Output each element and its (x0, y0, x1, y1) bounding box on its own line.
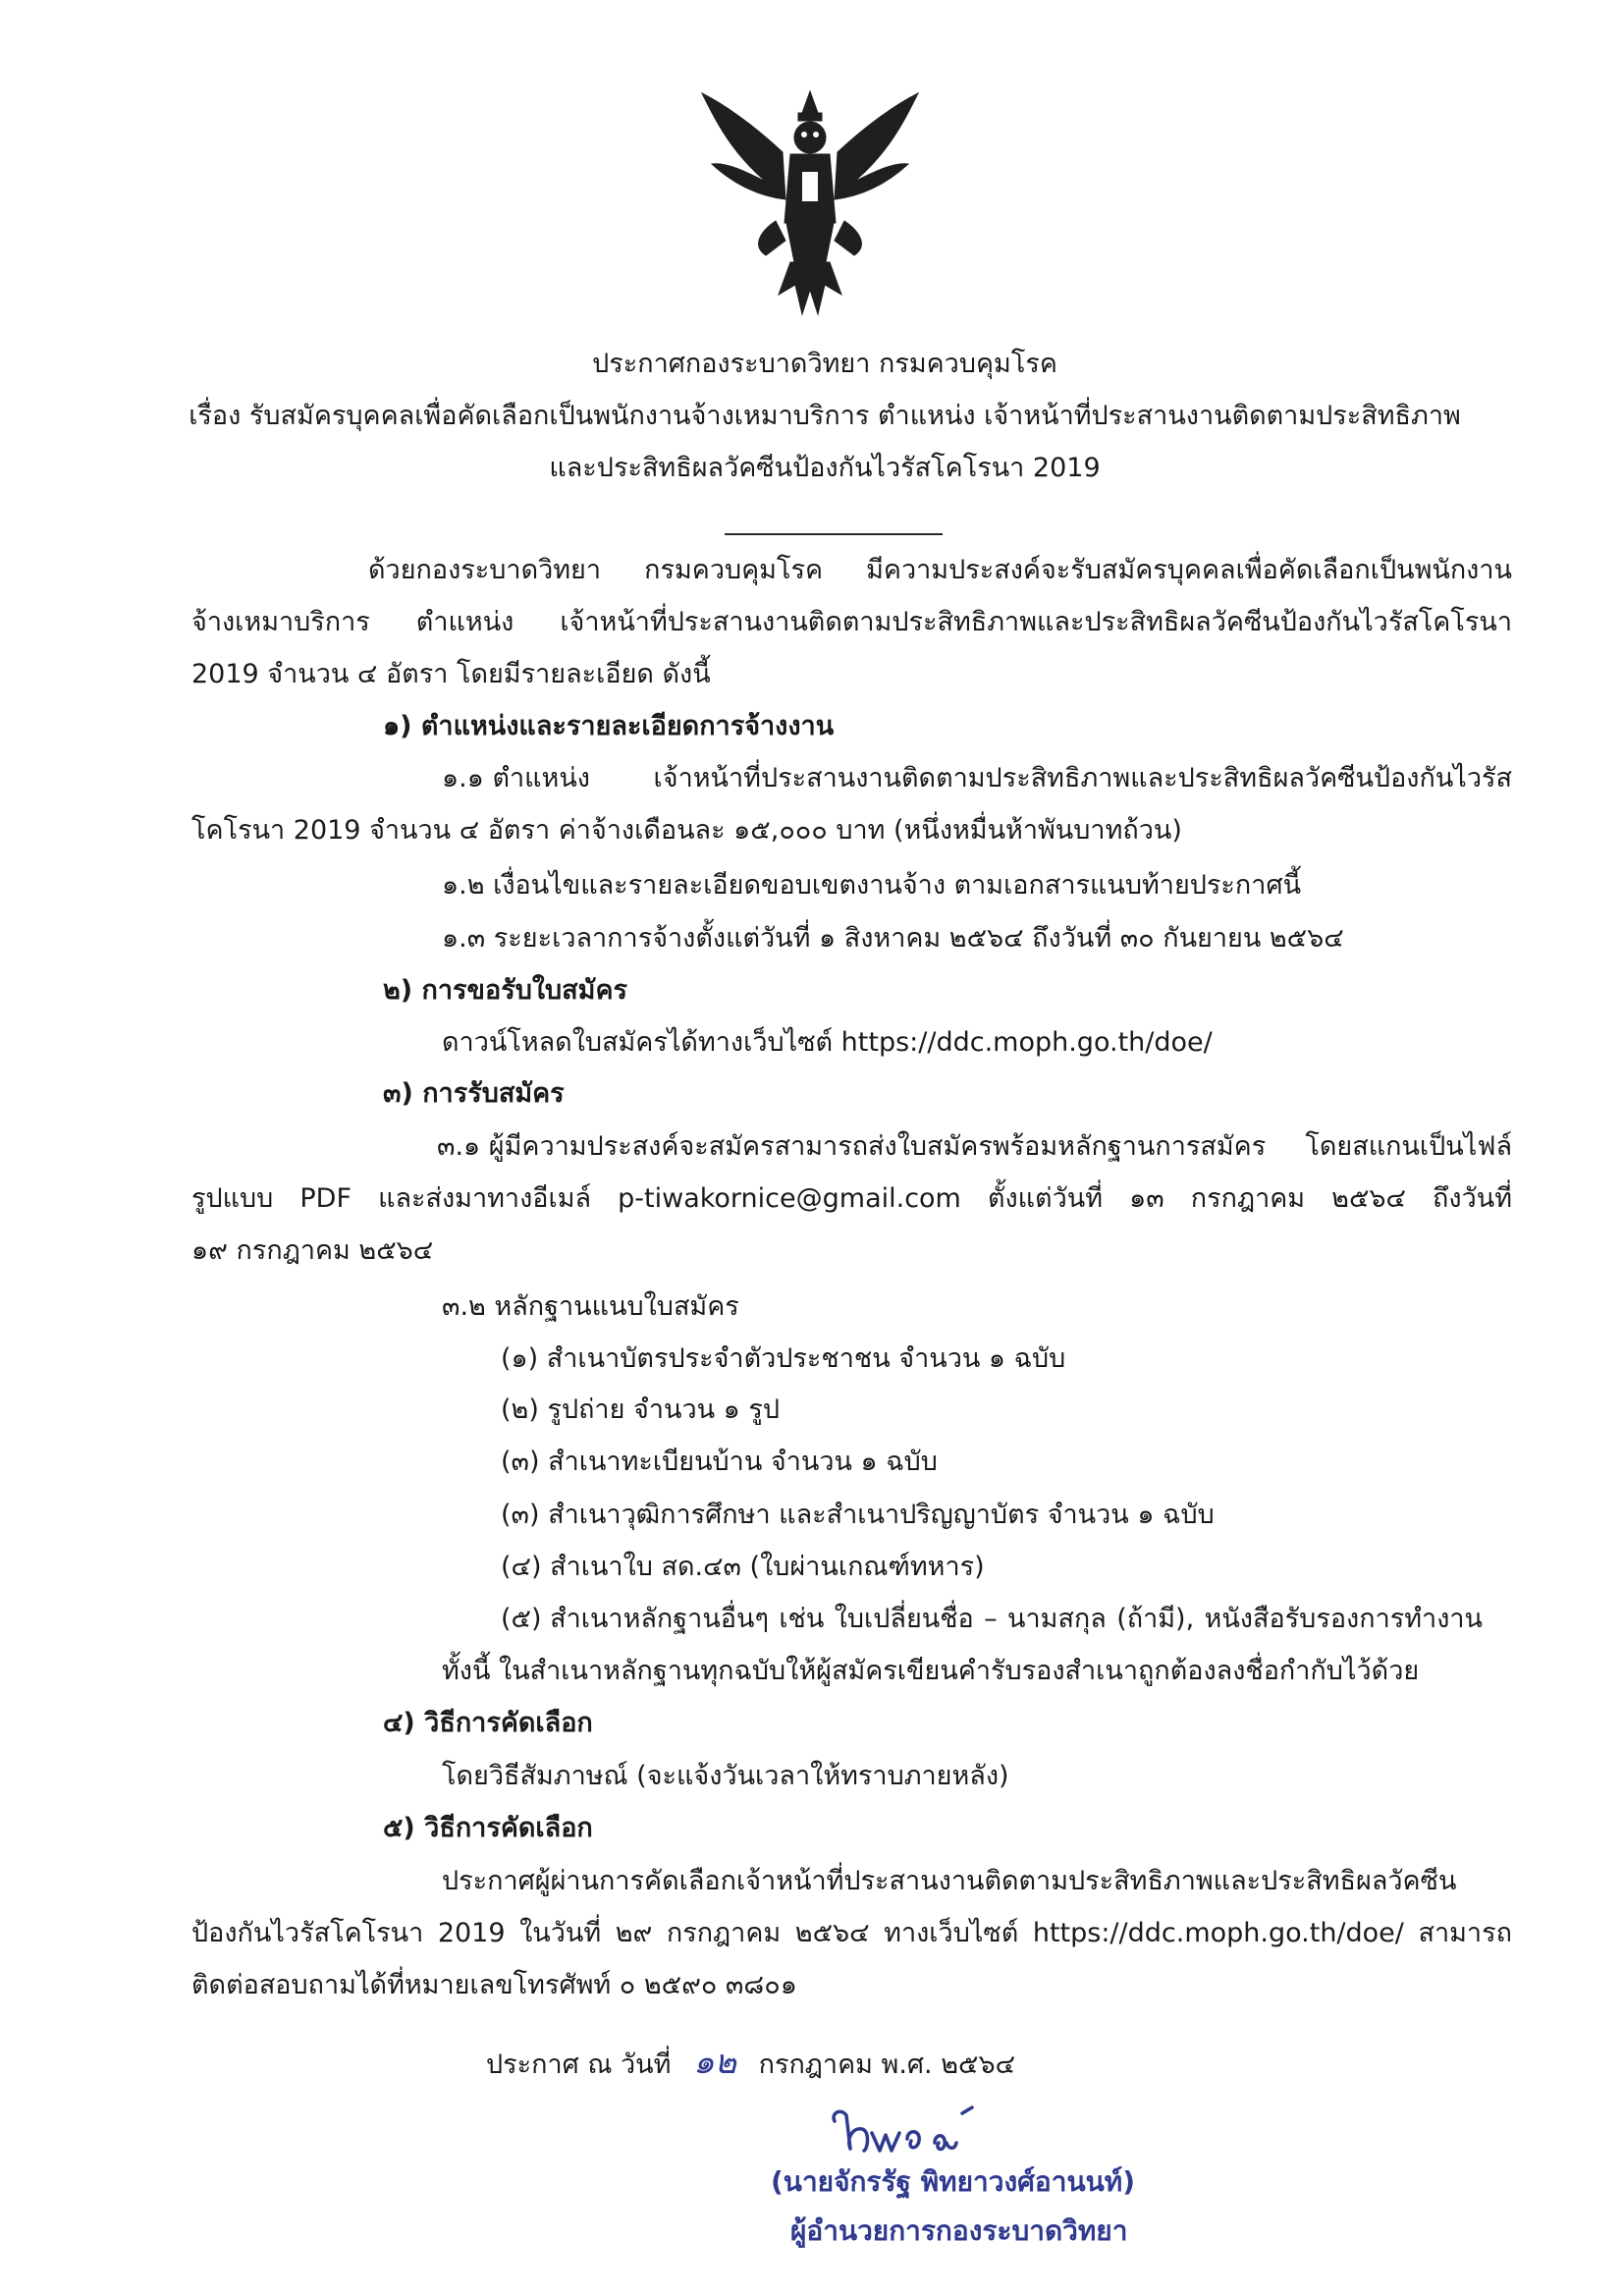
signer-position: ผู้อำนวยการกองระบาดวิทยา (790, 2214, 1128, 2247)
item-3-1-line-3: ๑๙ กรกฎาคม ๒๕๖๔ (191, 1235, 434, 1266)
item-3-1-word: กรกฎาคม (1190, 1183, 1306, 1214)
document-item: (๒) รูปถ่าย จำนวน ๑ รูป (501, 1394, 781, 1425)
intro-word: เจ้าหน้าที่ประสานงานติดตามประสิทธิภาพและประสิทธิผลวัคซีนป้องกันไวรัสโคโรนา (560, 607, 1512, 637)
item-3-1-word: ๒๕๖๔ (1331, 1183, 1406, 1214)
intro-word: กรมควบคุมโรค (644, 555, 824, 585)
item-3-1-text: โดยสแกนเป็นไฟล์ (1305, 1131, 1512, 1162)
item-3-1-line-1 (437, 1131, 1512, 1163)
item-3-1-word: ถึงวันที่ (1433, 1183, 1512, 1214)
date-suffix: กรกฎาคม พ.ศ. ๒๕๖๔ (758, 2050, 1016, 2080)
document-item: (๓) สำเนาวุฒิการศึกษา และสำเนาปริญญาบัตร จำนวน ๑ ฉบับ (501, 1500, 1215, 1530)
doc5-word: – (984, 1604, 998, 1634)
doc5-word: หนังสือรับรองการทำงาน (1204, 1604, 1483, 1634)
subject-line-continued (147, 453, 1502, 484)
results-line-1: ประกาศผู้ผ่านการคัดเลือกเจ้าหน้าที่ประสานงานติดตามประสิทธิภาพและประสิทธิผลวัคซีน (442, 1866, 1457, 1896)
selection-method: โดยวิธีสัมภาษณ์ (จะแจ้งวันเวลาให้ทราบภายหลัง) (442, 1761, 1009, 1791)
heading-line-1: ประกาศกองระบาดวิทยา กรมควบคุมโรค (592, 349, 1057, 379)
document-item-5 (501, 1604, 1483, 1635)
intro-word: จ้างเหมาบริการ (191, 607, 370, 637)
item-1-2: ๑.๒ เงื่อนไขและรายละเอียดขอบเขตงานจ้าง ตามเอกสารแนบท้ายประกาศนี้ (442, 870, 1302, 901)
document-item: (๑) สำเนาบัตรประจำตัวประชาชน จำนวน ๑ ฉบับ (501, 1343, 1066, 1374)
garuda-emblem (692, 83, 928, 324)
document-item: (๔) สำเนาใบ สด.๔๓ (ใบผ่านเกณฑ์ทหาร) (501, 1552, 985, 1582)
results-line-2 (191, 1918, 1512, 1949)
intro-line-1 (368, 555, 1512, 586)
heading-line-3: และประสิทธิผลวัคซีนป้องกันไวรัสโคโรนา 2019 (549, 453, 1101, 483)
item-1-1-line-2: โคโรนา 2019 จำนวน ๔ อัตรา ค่าจ้างเดือนละ ๑๕,๐๐๐ บาท (หนึ่งหมื่นห้าพันบาทถ้วน) (191, 815, 1182, 846)
intro-line-3: 2019 จำนวน ๔ อัตรา โดยมีรายละเอียด ดังนี้ (191, 659, 711, 689)
website-url: https://ddc.moph.go.th/doe/ (1032, 1918, 1404, 1948)
doc5-word: นามสกุล (1007, 1604, 1107, 1634)
contact-phone: ติดต่อสอบถามได้ที่หมายเลขโทรศัพท์ ๐ ๒๕๙๐ ๓๘๐๑ (191, 1970, 797, 2000)
results-word: ๒๙ (615, 1918, 653, 1948)
item-1-1-line-1 (442, 763, 1512, 794)
item-3-1-word: ตั้งแต่วันที่ (987, 1183, 1104, 1214)
results-word: สามารถ (1418, 1918, 1512, 1948)
email-address: p-tiwakornice@gmail.com (618, 1183, 961, 1214)
doc5-word: ใบเปลี่ยนชื่อ (834, 1604, 974, 1634)
results-word: ในวันที่ (519, 1918, 602, 1948)
item-3-1-word: PDF (299, 1183, 352, 1214)
section-5-title: ๕) วิธีการคัดเลือก (383, 1813, 593, 1843)
section-1-title: ๑) ตำแหน่งและรายละเอียดการจ้างงาน (383, 711, 835, 741)
item-1-1-text: เจ้าหน้าที่ประสานงานติดตามประสิทธิภาพและประสิทธิผลวัคซีนป้องกันไวรัส (653, 763, 1512, 793)
item-3-1-text: ๓.๑ ผู้มีความประสงค์จะสมัครสามารถส่งใบสมัครพร้อมหลักฐานการสมัคร (437, 1131, 1267, 1162)
handwritten-day: ๑๒ (693, 2043, 737, 2082)
item-3-1-word: รูปแบบ (191, 1183, 274, 1214)
item-3-2: ๓.๒ หลักฐานแนบใบสมัคร (442, 1291, 739, 1322)
doc5-word: เช่น (779, 1604, 825, 1634)
intro-word: ด้วยกองระบาดวิทยา (368, 555, 602, 585)
certification-note: ทั้งนี้ ในสำเนาหลักฐานทุกฉบับให้ผู้สมัครเขียนคำรับรองสำเนาถูกต้องลงชื่อกำกับไว้ด้วย (442, 1656, 1420, 1686)
document-item: (๓) สำเนาทะเบียนบ้าน จำนวน ๑ ฉบับ (501, 1447, 938, 1477)
section-2-title: ๒) การขอรับใบสมัคร (383, 975, 628, 1006)
item-3-1-word: ๑๓ (1129, 1183, 1164, 1214)
date-prefix: ประกาศ ณ วันที่ (486, 2050, 672, 2080)
signature-mark (825, 2100, 992, 2173)
results-word: กรกฎาคม (666, 1918, 782, 1948)
heading-line-2: เรื่อง รับสมัครบุคคลเพื่อคัดเลือกเป็นพนักงานจ้างเหมาบริการ ตำแหน่ง เจ้าหน้าที่ประสานงานติดตามประสิทธิภาพ (189, 401, 1461, 431)
intro-line-2 (191, 607, 1512, 638)
announcement-date (486, 2043, 1015, 2083)
heading-divider (725, 533, 943, 535)
download-text: ดาวน์โหลดใบสมัครได้ทางเว็บไซต์ https://ddc.moph.go.th/doe/ (442, 1027, 1213, 1058)
doc5-word: (๕) สำเนาหลักฐานอื่นๆ (501, 1604, 769, 1634)
signer-name: (นายจักรรัฐ พิทยาวงศ์อานนท์) (771, 2165, 1135, 2198)
item-1-1-label: ๑.๑ ตำแหน่ง (442, 763, 590, 793)
item-3-1-word: และส่งมาทางอีเมล์ (378, 1183, 592, 1214)
item-3-1-line-2 (191, 1183, 1512, 1215)
results-word: ทางเว็บไซต์ (884, 1918, 1019, 1948)
results-word: ป้องกันไวรัสโคโรนา (191, 1918, 424, 1948)
intro-word: มีความประสงค์จะรับสมัครบุคคลเพื่อคัดเลือกเป็นพนักงาน (866, 555, 1512, 585)
results-word: 2019 (437, 1918, 506, 1948)
doc5-word: (ถ้ามี), (1116, 1604, 1195, 1634)
intro-word: ตำแหน่ง (415, 607, 514, 637)
item-1-3: ๑.๓ ระยะเวลาการจ้างตั้งแต่วันที่ ๑ สิงหาคม ๒๕๖๔ ถึงวันที่ ๓๐ กันยายน ๒๕๖๔ (442, 923, 1344, 954)
section-3-title: ๓) การรับสมัคร (383, 1078, 565, 1109)
section-4-title: ๔) วิธีการคัดเลือก (383, 1708, 593, 1738)
announcement-heading (147, 349, 1502, 380)
results-word: ๒๕๖๔ (794, 1918, 870, 1948)
subject-line (147, 401, 1502, 432)
